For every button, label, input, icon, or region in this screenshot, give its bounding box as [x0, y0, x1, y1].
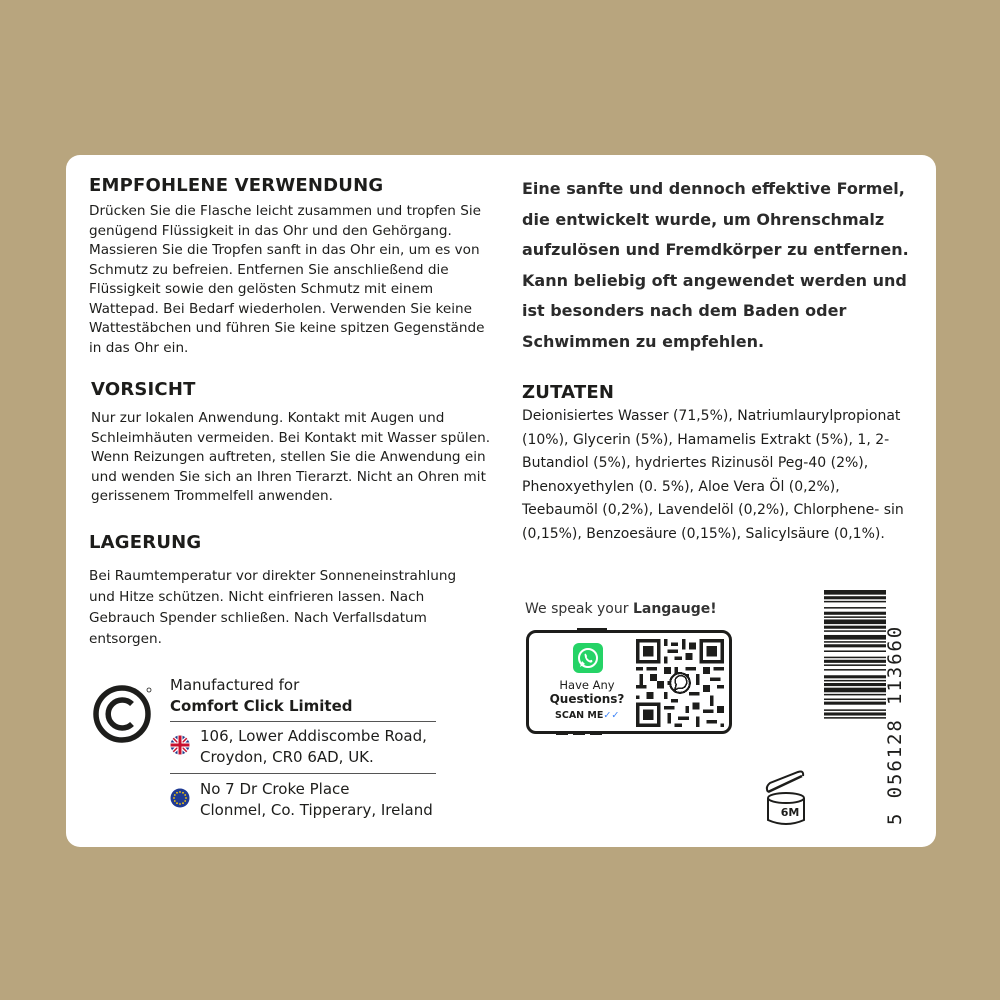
pao-label: 6M — [780, 806, 800, 819]
barcode-bar — [824, 657, 886, 659]
uk-flag-icon — [170, 735, 190, 755]
barcode-bar — [824, 669, 886, 671]
caution-text: Nur zur lokalen Anwendung. Kontakt mit Augen und Schleimhäuten vermeiden. Bei Kontakt mit Wasser spülen. Wenn Reizungen auftreten, stellen Sie die Anwendung ein und wenden Sie sich an Ihren Tierarzt. Nicht an Ohren mit gerissenem Trommelfell anwenden. — [91, 410, 491, 504]
barcode-icon — [824, 590, 886, 804]
barcode-bar — [824, 635, 886, 640]
barcode-bar — [824, 630, 886, 632]
eu-flag-icon — [170, 788, 190, 808]
whatsapp-icon — [573, 643, 603, 673]
barcode-bar — [824, 616, 886, 618]
barcode-bar — [824, 660, 886, 663]
barcode-bar — [824, 680, 886, 682]
eu-address-line-2: Clonmel, Co. Tipperary, Ireland — [200, 801, 433, 819]
frame-notch — [577, 628, 607, 632]
usage-heading: EMPFOHLENE VERWENDUNG — [89, 175, 384, 196]
scan-me-label: SCAN ME✓✓ — [555, 710, 620, 721]
barcode-bar — [824, 644, 886, 647]
barcode-bar — [824, 712, 886, 715]
barcode-bar — [824, 607, 886, 609]
manufacturer-name: Comfort Click Limited — [170, 697, 353, 715]
barcode-bar — [824, 626, 886, 629]
barcode-bar — [824, 601, 886, 603]
usage-text: Drücken Sie die Flasche leicht zusammen und tropfen Sie genügend Flüssigkeit in das Ohr und den Gehörgang. Massieren Sie die Tropfen sanft in das Ohr ein, um es von Schmutz zu befreien. Entfernen Sie anschließend die Flüssigkeit sowie den gelösten Schmutz mit einem Wattepad. Bei Bedarf wiederholen. Verwenden Sie keine Wattestäbchen und führen Sie keine spitzen Gegenstände in das Ohr ein. — [89, 203, 485, 356]
questions-text: Questions? — [549, 692, 625, 706]
barcode-bar — [824, 664, 886, 666]
eu-address-line-1: No 7 Dr Croke Place — [200, 780, 350, 798]
qr-code-icon[interactable] — [636, 639, 724, 727]
ingredients-heading: ZUTATEN — [522, 382, 615, 403]
caution-heading: VORSICHT — [91, 379, 196, 400]
barcode-bar — [824, 694, 886, 696]
product-intro: Eine sanfte und dennoch effektive Formel, die entwickelt wurde, um Ohrenschmalz aufzulösen und Fremdkörper zu entfernen. Kann beliebig oft angewendet werden und ist besonders nach dem Baden oder Schwimmen zu empfehlen. — [522, 179, 909, 351]
frame-notch — [573, 731, 585, 735]
open-jar-icon — [762, 770, 814, 830]
storage-heading: LAGERUNG — [89, 532, 202, 553]
product-label — [66, 155, 936, 847]
have-any-text: Have Any — [559, 678, 615, 692]
barcode-bar — [824, 702, 886, 705]
qr-tagline: We speak your Langauge! — [525, 601, 717, 617]
barcode-bar — [824, 683, 886, 686]
qr-tagline-bold: Langauge! — [632, 601, 717, 617]
comfort-click-logo-icon — [92, 683, 154, 745]
barcode-bar — [824, 699, 886, 701]
barcode-digits: 5 056128 113660 — [884, 624, 906, 825]
qr-contact-box — [526, 630, 732, 734]
uk-address-line-2: Croydon, CR0 6AD, UK. — [200, 748, 374, 766]
manufactured-for-label: Manufactured for — [170, 676, 300, 694]
divider — [170, 773, 436, 774]
barcode-bar — [824, 709, 886, 711]
barcode-bar — [824, 688, 886, 693]
check-icon: ✓✓ — [603, 710, 620, 721]
uk-address-line-1: 106, Lower Addiscombe Road, — [200, 727, 427, 745]
divider — [170, 721, 436, 722]
frame-notch — [556, 731, 568, 735]
barcode-bar — [824, 641, 886, 643]
barcode-bar — [824, 675, 886, 678]
ingredients-text: Deionisiertes Wasser (71,5%), Natriumlaurylpropionat (10%), Glycerin (5%), Hamamelis Extrakt (5%), 1, 2-Butandiol (5%), hydriertes Rizinusöl Peg-40 (2%), Phenoxyethylen (0. 5%), Aloe Vera Öl (0,2%), Teebaumöl (0,2%), Lavendelöl (0,2%), Chlorphene- sin (0,15%), Benzoesäure (0,15%), Salicylsäure (0,1%). — [522, 408, 904, 542]
barcode-bar — [824, 619, 886, 624]
barcode-bar — [824, 612, 886, 615]
barcode-bar — [824, 596, 886, 599]
barcode-bar — [824, 590, 886, 595]
frame-notch — [590, 731, 602, 735]
barcode-bar — [824, 717, 886, 719]
barcode-bar — [824, 650, 886, 652]
storage-text: Bei Raumtemperatur vor direkter Sonneneinstrahlung und Hitze schützen. Nicht einfrieren lassen. Nach Gebrauch Spender schließen. Nach Verfallsdatum entsorgen. — [89, 568, 457, 647]
